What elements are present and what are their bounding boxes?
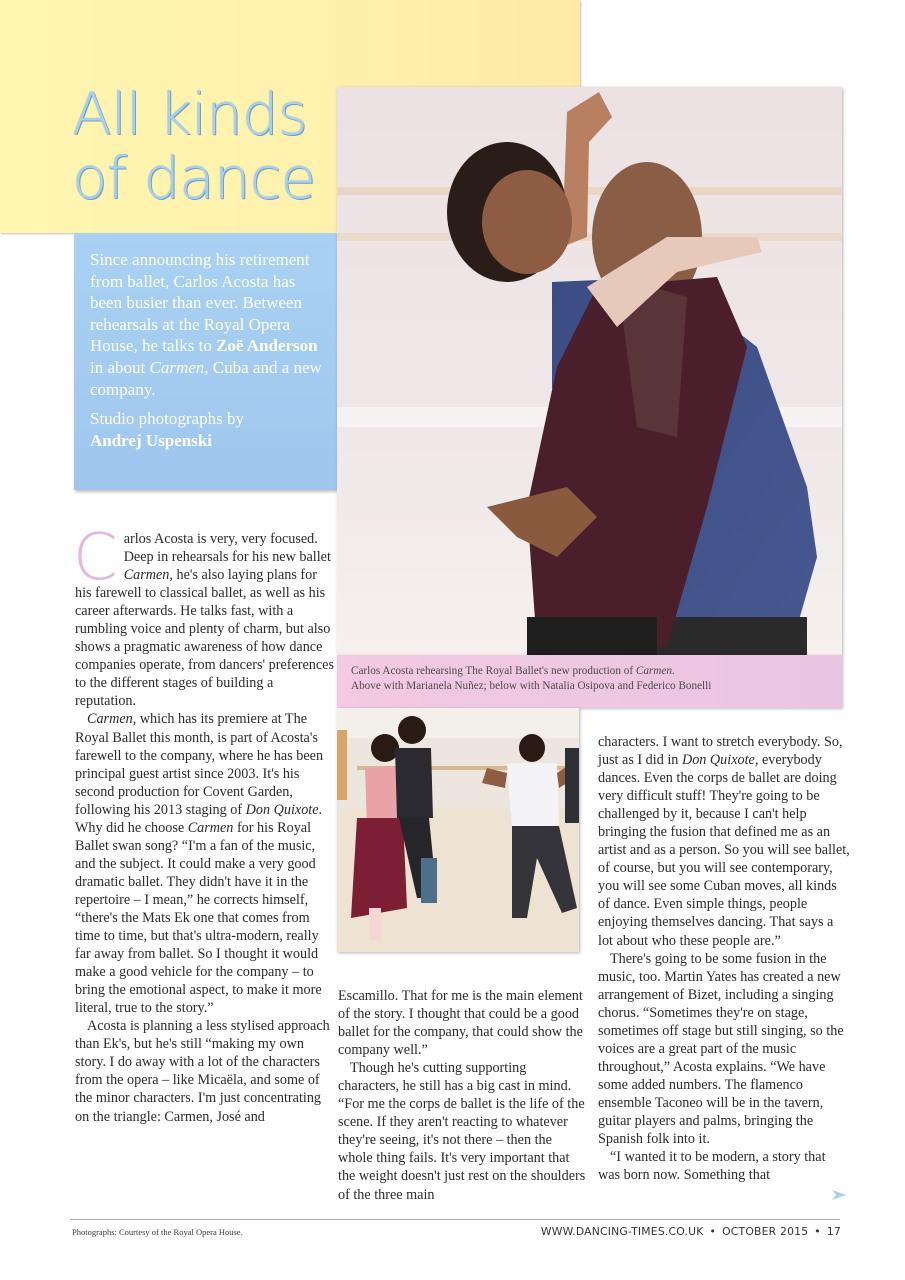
separator: • <box>814 1225 821 1238</box>
paragraph-text: , which has its premiere at The Royal Ballet this month, is part of Acosta's farewell to the company, where he has been principal guest artist since 2003. It's his second production for Covent Garden, following his 2013 staging of <box>75 711 324 818</box>
photo-credit-label: Studio photographs by <box>90 409 244 429</box>
page-title <box>72 82 315 210</box>
caption-text: . <box>671 665 675 677</box>
main-photo-illustration <box>337 87 842 655</box>
separator: • <box>709 1225 717 1238</box>
article-column-1 <box>73 521 337 1126</box>
photo-credit <box>90 408 323 451</box>
article-paragraph: There's going to be some fusion in the music, too. Martin Yates has created a new arrangement of Bizet, including a singing chorus. “Sometimes they're on stage, sometimes off stage but still singing, so the voices are a great part of the music throughout,” Acosta explains. “We have some added numbers. The flamenco ensemble Taconeo will be in the tavern, guitar players and palms, bringing the Spanish folk into it. <box>598 950 844 1148</box>
article-paragraph <box>598 733 850 950</box>
paragraph-text: . Why did he choose <box>75 801 323 836</box>
standfirst-part: in about <box>90 357 150 377</box>
title-line-2: of dance <box>72 144 316 212</box>
caption-text: Carlos Acosta rehearsing The Royal Ballet's new production of <box>351 665 636 677</box>
photo-credit-footer: Photographs: Courtesy of the Royal Opera House. <box>72 1227 243 1237</box>
paragraph-text: characters. I want to stretch everybody. So, just as I did in <box>598 734 843 769</box>
title-line-1: All kinds <box>72 80 307 148</box>
article-paragraph: Though he's cutting supporting characters, he still has a big cast in mind. “For me the corps de ballet is the life of the scene. If they aren't reacting to whatever they're seeing, it's not there – then the whole thing fails. It's very important that the weight doesn't just rest on the shoulders of the three main <box>338 1060 586 1203</box>
main-photo <box>337 87 842 655</box>
paragraph-text: , he's also laying plans for his farewell to classical ballet, as well as his career afterwards. He talks fast, with a rumbling voice and plenty of charm, but also shows a pragmatic awareness of how dance companies operate, from dancers' preferences to the different stages of building a reputation. <box>75 567 334 710</box>
page-number: 17 <box>826 1225 841 1238</box>
caption-italic: Carmen <box>635 665 672 677</box>
standfirst-part: , Cuba and a new company. <box>90 357 322 399</box>
website-url: WWW.DANCING-TIMES.CO.UK <box>540 1225 704 1238</box>
standfirst-text <box>90 249 323 400</box>
standfirst-part: Since announcing his retirement from ballet, Carlos Acosta has been busier than ever. Between rehearsals at the Royal Opera House, he talks to <box>90 250 310 356</box>
italic-title: Carmen <box>87 711 133 728</box>
italic-title: Carmen <box>123 567 170 584</box>
issue-date: OCTOBER 2015 <box>722 1225 809 1238</box>
article-column-2 <box>338 987 588 1204</box>
article-paragraph <box>75 710 337 1017</box>
page-footer <box>541 1225 841 1238</box>
article-column-3 <box>598 733 850 1184</box>
paragraph-text: for his Royal Ballet swan song? “I'm a fan of the music, and the subject. It could make a very good dramatic ballet. They didn't have it in the repertoire – I mean,” he corrects himself, “there's the Mats Ek one that comes from time to time, but that's ultra-modern, really far away from ballet. So I thought it would make a good vehicle for the company – to bring the emotional aspect, to make it more literal, true to the story.” <box>75 819 322 1017</box>
caption-line-1 <box>351 664 842 679</box>
author-name: Zoë Anderson <box>216 336 318 356</box>
paragraph-text: , everybody dances. Even the corps de ballet are doing very difficult stuff! They're going to be challenged by it, because I can't help bringing the fusion that defined me as an artist and as a person. So you will see ballet, of course, but you will see contemporary, you will see some Cuban moves, all kinds of dance. Even simple things, people enjoying themselves dancing. That says a lot about who these people are.” <box>598 752 850 949</box>
photo-caption <box>337 655 842 708</box>
photographer-name: Andrej Uspenski <box>90 430 213 450</box>
article-paragraph: Escamillo. That for me is the main element of the story. I thought that could be a good ballet for the company, that could show the company well.” <box>338 988 583 1059</box>
second-photo <box>337 708 579 952</box>
second-photo-illustration <box>337 708 579 952</box>
caption-line-2: Above with Marianela Nuñez; below with Natalia Osipova and Federico Bonelli <box>351 679 712 692</box>
article-paragraph <box>73 521 337 710</box>
standfirst-box <box>74 233 337 490</box>
drop-cap: C <box>73 521 118 595</box>
arrow-right-icon <box>832 1190 846 1200</box>
article-paragraph: “I wanted it to be modern, a story that was born now. Something that <box>598 1149 826 1184</box>
italic-title: Don Quixote <box>681 752 755 769</box>
article-paragraph: Acosta is planning a less stylised approach than Ek's, but he's still “making my own story. I do away with a lot of the characters from the opera – like Micaëla, and some of the minor characters. I'm just concentrating on the triangle: Carmen, José and <box>75 1018 330 1125</box>
italic-title: Don Quixote <box>245 801 319 818</box>
standfirst-italic: Carmen <box>149 357 205 377</box>
italic-title: Carmen <box>187 819 234 836</box>
footer-divider <box>70 1219 840 1220</box>
paragraph-text: arlos Acosta is very, very focused. Deep in rehearsals for his new ballet <box>123 531 331 566</box>
